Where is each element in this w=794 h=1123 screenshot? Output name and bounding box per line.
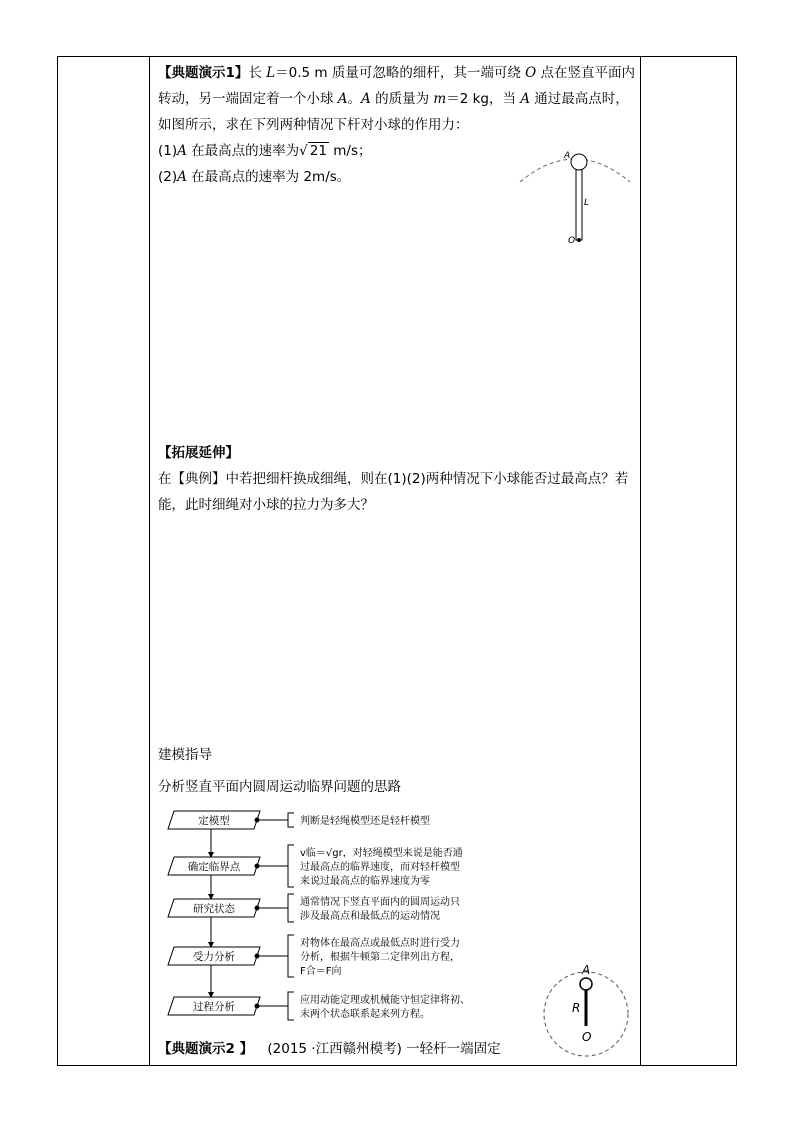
- example2-title: 【典题演示2 】: [158, 1041, 254, 1057]
- flow-note-line: 对物体在最高点或最低点时进行受力: [300, 938, 460, 949]
- example2-line: [158, 1036, 501, 1062]
- flow-step-label: 确定临界点: [187, 861, 241, 873]
- extension-line1: 在【典例】中若把细杆换成细绳，则在(1)(2)两种情况下小球能否过最高点？若: [158, 471, 629, 487]
- ball-a: [580, 978, 592, 990]
- flow-note-line: F合＝F向: [300, 966, 342, 977]
- flow-note-line: v临＝√gr，对轻绳模型来说是能否通: [300, 848, 463, 859]
- modeling-subheading: 分析竖直平面内圆周运动临界问题的思路: [158, 779, 401, 795]
- label-r: R: [572, 1001, 581, 1015]
- rod: [576, 167, 582, 240]
- ball-a: [571, 154, 587, 170]
- flow-step-label: 受力分析: [193, 951, 235, 963]
- circle-figure: [542, 962, 634, 1062]
- label-l: L: [584, 198, 590, 208]
- flow-step-label: 研究状态: [193, 903, 235, 915]
- flow-bracket: [288, 894, 294, 922]
- label-o: O: [568, 236, 576, 246]
- flow-step-label: 定模型: [198, 815, 230, 827]
- extension-line2: 能，此时细绳对小球的拉力为多大？: [158, 497, 374, 513]
- flow-connector-dot: [255, 864, 260, 869]
- example1-line3: 如图所示，求在下列两种情况下杆对小球的作用力：: [158, 117, 469, 133]
- label-o: O: [582, 1030, 592, 1044]
- flow-note-line: 过最高点的临界速度，而对轻杆模型: [300, 862, 460, 873]
- flow-connector-dot: [255, 1004, 260, 1009]
- flow-steps: [168, 811, 470, 1020]
- flow-step-label: 过程分析: [193, 1001, 235, 1013]
- pivot-o: [577, 238, 581, 242]
- example1-question2: (2)A 在最高点的速率为 2m/s。: [158, 169, 351, 185]
- flow-note-line: 通常情况下竖直平面内的圆周运动只: [300, 897, 460, 908]
- flow-bracket: [288, 813, 294, 827]
- flow-connector-dot: [255, 954, 260, 959]
- flow-connector-dot: [255, 818, 260, 823]
- label-a: A: [582, 963, 591, 977]
- modeling-heading: 建模指导: [158, 747, 212, 763]
- flow-note-line: 分析，根据牛顿第二定律列出方程，: [300, 952, 460, 963]
- label-a: A: [564, 151, 571, 161]
- flow-note-line: 末两个状态联系起来列方程。: [300, 1009, 430, 1020]
- example1-line2: 转动，另一端固定着一个小球 A。A 的质量为 m＝2 kg，当 A 通过最高点时，: [158, 91, 629, 107]
- example1-title: 【典题演示1】: [158, 65, 249, 81]
- rod-figure: [515, 140, 635, 250]
- flow-bracket: [288, 935, 294, 977]
- flow-connector-dot: [255, 906, 260, 911]
- flow-bracket: [288, 992, 294, 1020]
- flow-note-line: 来说过最高点的临界速度为零: [300, 876, 430, 887]
- example1-question1: (1)A 在最高点的速率为√ 21 m/s；: [158, 143, 372, 159]
- example1-line1: 【典题演示1】长 L＝0.5 m 质量可忽略的细杆，其一端可绕 O 点在竖直平面内: [158, 65, 636, 81]
- flowchart: [160, 808, 540, 1030]
- flow-bracket: [288, 845, 294, 887]
- extension-title: 【拓展延伸】: [158, 445, 239, 461]
- column-divider-left: [149, 56, 150, 1066]
- column-divider-right: [640, 56, 641, 1066]
- flow-note-line: 判断是轻绳模型还是轻杆模型: [300, 816, 430, 827]
- flow-note-line: 应用动能定理或机械能守恒定律将初、: [300, 995, 470, 1006]
- example2-source: (2015 ·江西赣州模考) 一轻杆一端固定: [267, 1041, 501, 1057]
- flow-note-line: 涉及最高点和最低点的运动情况: [300, 911, 440, 922]
